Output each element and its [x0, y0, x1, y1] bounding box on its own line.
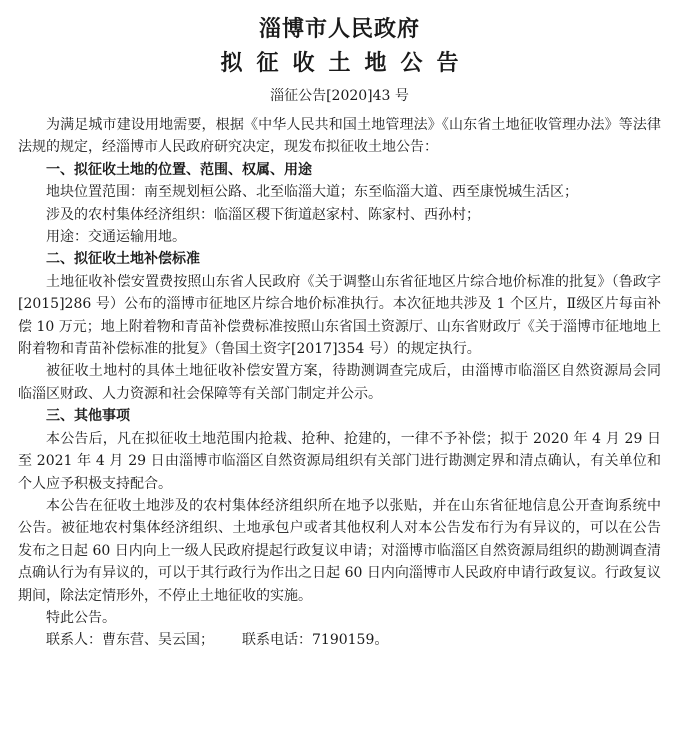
section-3-heading: 三、其他事项	[46, 408, 130, 425]
closing-line: 特此公告。	[46, 609, 116, 626]
announcement-header	[18, 0, 661, 106]
section-3-paragraph-2: 本公告在征收土地涉及的农村集体经济组织所在地予以张贴，并在山东省征地信息公开查询系统中公告。被征地农村集体经济组织、土地承包户或者其他权利人对本公告发布行为有异议的，可以在公告发布之日起 60 日内向上一级人民政府提起行政复议申请；对淄博市临淄区自然资源局组织的勘测调查清点确认行为有异议的，可以于其行政行为作出之日起 60 日内向淄博市人民政府申请行政复议。行政复议期间，除法定情形外，不停止土地征收的实施。	[18, 497, 661, 604]
intro-paragraph: 为满足城市建设用地需要，根据《中华人民共和国土地管理法》《山东省土地征收管理办法》等法律法规的规定，经淄博市人民政府研究决定，现发布拟征收土地公告：	[18, 117, 661, 156]
section-1-heading: 一、拟征收土地的位置、范围、权属、用途	[46, 161, 312, 178]
section-1-usage: 用途：交通运输用地。	[46, 229, 186, 246]
section-2-paragraph-1: 土地征收补偿安置费按照山东省人民政府《关于调整山东省征地区片综合地价标准的批复》（鲁政字[2015]286 号）公布的淄博市征地区片综合地价标准执行。本次征地共涉及 1 个区片，Ⅱ级区片每亩补偿 10 万元；地上附着物和青苗补偿费标准按照山东省国土资源厅、山东省财政厅《关于淄博市征地地上附着物和青苗补偿标准的批复》（鲁国土资字[2017]354 号）的规定执行。	[18, 273, 661, 358]
contact-people: 联系人：曹东营、吴云国；	[46, 632, 214, 649]
section-2-paragraph-2: 被征收土地村的具体土地征收补偿安置方案，待勘测调查完成后，由淄博市临淄区自然资源局会同临淄区财政、人力资源和社会保障等有关部门制定并公示。	[18, 363, 661, 402]
section-1-collectives: 涉及的农村集体经济组织：临淄区稷下街道赵家村、陈家村、西孙村；	[46, 206, 480, 223]
contact-phone: 联系电话：7190159。	[242, 632, 389, 649]
announcement-body	[18, 114, 661, 652]
section-2-heading: 二、拟征收土地补偿标准	[46, 251, 200, 268]
contact-line	[18, 629, 661, 651]
section-1-location: 地块位置范围：南至规划桓公路、北至临淄大道；东至临淄大道、西至康悦城生活区；	[46, 184, 578, 201]
announcement-title: 拟征收土地公告	[220, 51, 473, 76]
section-3-paragraph-1: 本公告后，凡在拟征收土地范围内抢栽、抢种、抢建的，一律不予补偿；拟于 2020 年 4 月 29 日至 2021 年 4 月 29 日由淄博市临淄区自然资源局组织有关部门进行勘测定界和清点确认，有关单位和个人应予积极支持配合。	[18, 430, 661, 492]
issuer-title: 淄博市人民政府	[258, 17, 420, 42]
document-number: 淄征公告[2020]43 号	[270, 88, 409, 104]
